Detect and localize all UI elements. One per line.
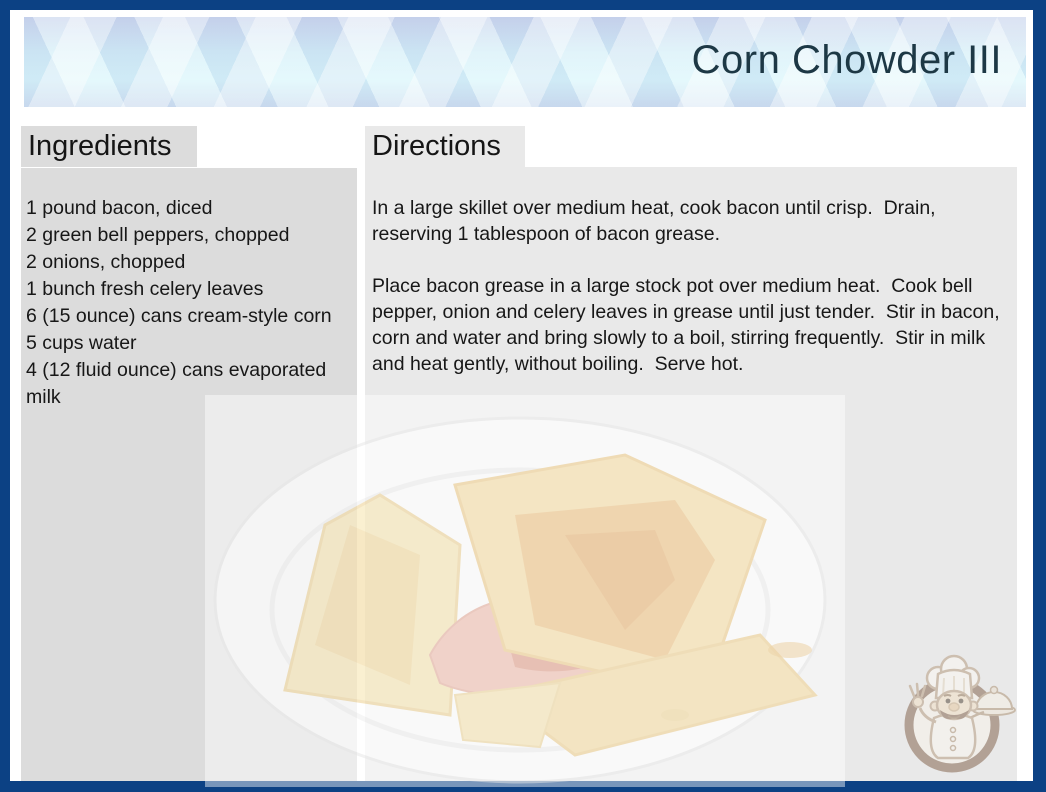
directions-paragraph: In a large skillet over medium heat, cook bacon until crisp. Drain, reserving 1 tablespoon of bacon grease. (372, 197, 942, 245)
directions-heading-box (365, 126, 525, 167)
page-title: Corn Chowder III (691, 38, 1002, 82)
food-photo-illustration (205, 395, 845, 787)
food-photo (205, 395, 845, 787)
directions-heading: Directions (372, 130, 501, 162)
ingredients-list (26, 195, 351, 411)
chef-logo (898, 652, 1016, 778)
title-banner (24, 17, 1026, 107)
ingredient-item: 6 (15 ounce) cans cream-style corn (26, 305, 332, 327)
ingredient-item: 1 pound bacon, diced (26, 197, 213, 219)
ingredient-item: 4 (12 fluid ounce) cans evaporated milk (26, 359, 327, 408)
chef-logo-illustration (898, 652, 1016, 778)
directions-paragraph: Place bacon grease in a large stock pot over medium heat. Cook bell pepper, onion and celery leaves in grease until just tender. Stir in bacon, corn and water and bring slowly to a boil, stirring frequently. Stir in milk and heat gently, without boiling. Serve hot. (372, 275, 1006, 375)
ingredients-heading-box (21, 126, 197, 167)
ingredient-item: 2 green bell peppers, chopped (26, 224, 290, 246)
ingredients-heading: Ingredients (28, 130, 172, 162)
ingredient-item: 1 bunch fresh celery leaves (26, 278, 264, 300)
ingredient-item: 2 onions, chopped (26, 251, 186, 273)
ingredient-item: 5 cups water (26, 332, 137, 354)
